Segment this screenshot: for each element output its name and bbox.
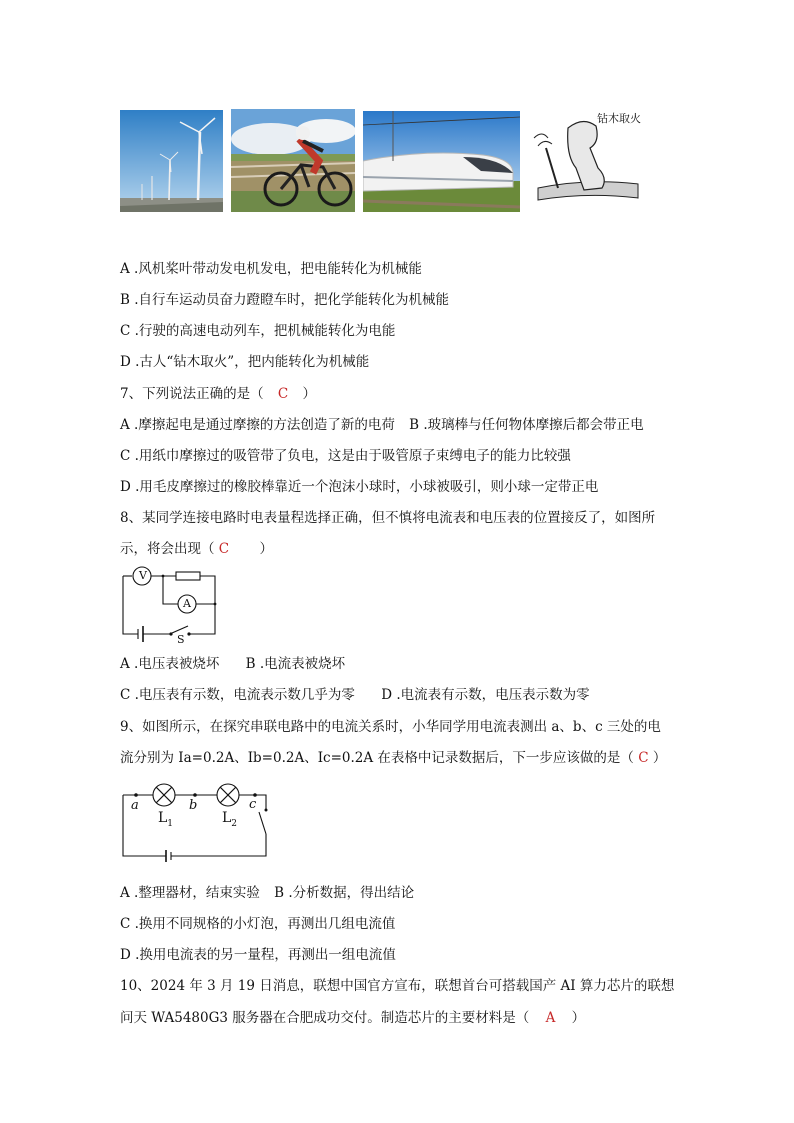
- q7-option-c: C .用纸巾摩擦过的吸管带了负电，这是由于吸管原子束缚电子的能力比较强: [120, 448, 571, 464]
- q8-option-d: D .电流表有示数，电压表示数为零: [381, 687, 590, 703]
- wind-turbine-image: [120, 110, 223, 212]
- q8-stem-close: ）: [259, 541, 273, 557]
- q9-lamp-l2-label: [222, 810, 237, 829]
- q10-answer: A: [545, 1010, 556, 1026]
- q8-options-cd: [120, 686, 590, 704]
- drilling-wood-fire-illustration: [528, 108, 650, 210]
- cyclist-photo: [231, 109, 355, 212]
- q9-option-d: D .换用电流表的另一量程，再测出一组电流值: [120, 947, 396, 963]
- q7-option-d: D .用毛皮摩擦过的橡胶棒靠近一个泡沫小球时，小球被吸引，则小球一定带正电: [120, 479, 599, 495]
- wind-turbine-photo: [120, 110, 223, 212]
- q7-answer: C: [277, 386, 289, 402]
- q9-option-a: A .整理器材，结束实验: [120, 885, 260, 901]
- train-photo: [363, 111, 520, 212]
- q9-circuit-svg: [118, 780, 278, 862]
- q9-options-ab: [120, 884, 414, 902]
- q9-lamp-l2-letter: L: [222, 810, 232, 826]
- q9-option-c: C .换用不同规格的小灯泡，再测出几组电流值: [120, 916, 396, 932]
- q9-lamp-l2-subscript: 2: [231, 818, 238, 829]
- q9-stem-line2: [120, 749, 666, 767]
- q10-stem-close: ）: [571, 1010, 586, 1026]
- q8-answer: C: [218, 541, 230, 557]
- q9-lamp-l1-subscript: 1: [167, 818, 174, 829]
- high-speed-train-image: [363, 111, 520, 212]
- q7-stem: [120, 385, 316, 403]
- q8-options-ab: [120, 655, 345, 673]
- q7-option-b: B .玻璃棒与任何物体摩擦后都会带正电: [409, 417, 644, 433]
- q7-stem-close: ）: [302, 386, 317, 402]
- drilling-wood-fire-caption: 钻木取火: [597, 112, 641, 125]
- q6-option-c: C .行驶的高速电动列车，把机械能转化为电能: [120, 323, 396, 339]
- q10-stem-text: 问天 WA5480G3 服务器在合肥成功交付。制造芯片的主要材料是（: [120, 1010, 530, 1026]
- q8-stem-line2: [120, 540, 273, 558]
- q6-option-a: A .风机桨叶带动发电机发电，把电能转化为机械能: [120, 261, 422, 277]
- q9-point-c-label: c: [249, 797, 257, 812]
- q9-lamp-l1-letter: L: [158, 810, 168, 826]
- q9-point-a-label: a: [131, 798, 139, 813]
- q8-option-c: C .电压表有示数，电流表示数几乎为零: [120, 687, 355, 703]
- q7-stem-text: 7、下列说法正确的是（: [120, 386, 264, 402]
- q10-stem-line1: 10、2024 年 3 月 19 日消息，联想中国官方宣布，联想首台可搭载国产 AI 算力芯片的联想: [120, 978, 675, 994]
- q10-stem-line2: [120, 1009, 585, 1027]
- q9-stem-text: 流分别为 Ia=0.2A、Ib=0.2A、Ic=0.2A 在表格中记录数据后，下一步应该做的是（: [120, 750, 634, 766]
- q8-stem-line1: 8、某同学连接电路时电表量程选择正确，但不慎将电流表和电压表的位置接反了，如图所: [120, 510, 656, 526]
- cyclist-image: [231, 109, 355, 212]
- q8-circuit-diagram: [118, 566, 222, 646]
- q9-lamp-l1-label: [158, 810, 173, 829]
- q8-stem-text: 示，将会出现（: [120, 541, 215, 557]
- q8-circuit-svg: [118, 566, 222, 646]
- q8-switch-label: S: [177, 633, 185, 646]
- q9-option-b: B .分析数据，得出结论: [274, 885, 415, 901]
- q8-option-a: A .电压表被烧坏: [120, 656, 220, 672]
- q9-stem-close: ）: [652, 750, 667, 766]
- q9-answer: C: [638, 750, 649, 766]
- q8-option-b: B .电流表被烧坏: [245, 656, 346, 672]
- q6-option-d: D .古人“钻木取火”，把内能转化为机械能: [120, 354, 370, 370]
- q8-ammeter-label: A: [183, 597, 191, 610]
- q9-stem-line1: 9、如图所示，在探究串联电路中的电流关系时，小华同学用电流表测出 a、b、c 三处的电: [120, 719, 661, 735]
- q6-option-b: B .自行车运动员奋力蹬瞪车时，把化学能转化为机械能: [120, 292, 450, 308]
- q9-circuit-diagram: [118, 780, 278, 862]
- q7-options-ab: [120, 416, 644, 434]
- q9-point-b-label: b: [189, 798, 198, 813]
- q8-voltmeter-label: V: [139, 569, 147, 582]
- q7-option-a: A .摩擦起电是通过摩擦的方法创造了新的电荷: [120, 417, 395, 433]
